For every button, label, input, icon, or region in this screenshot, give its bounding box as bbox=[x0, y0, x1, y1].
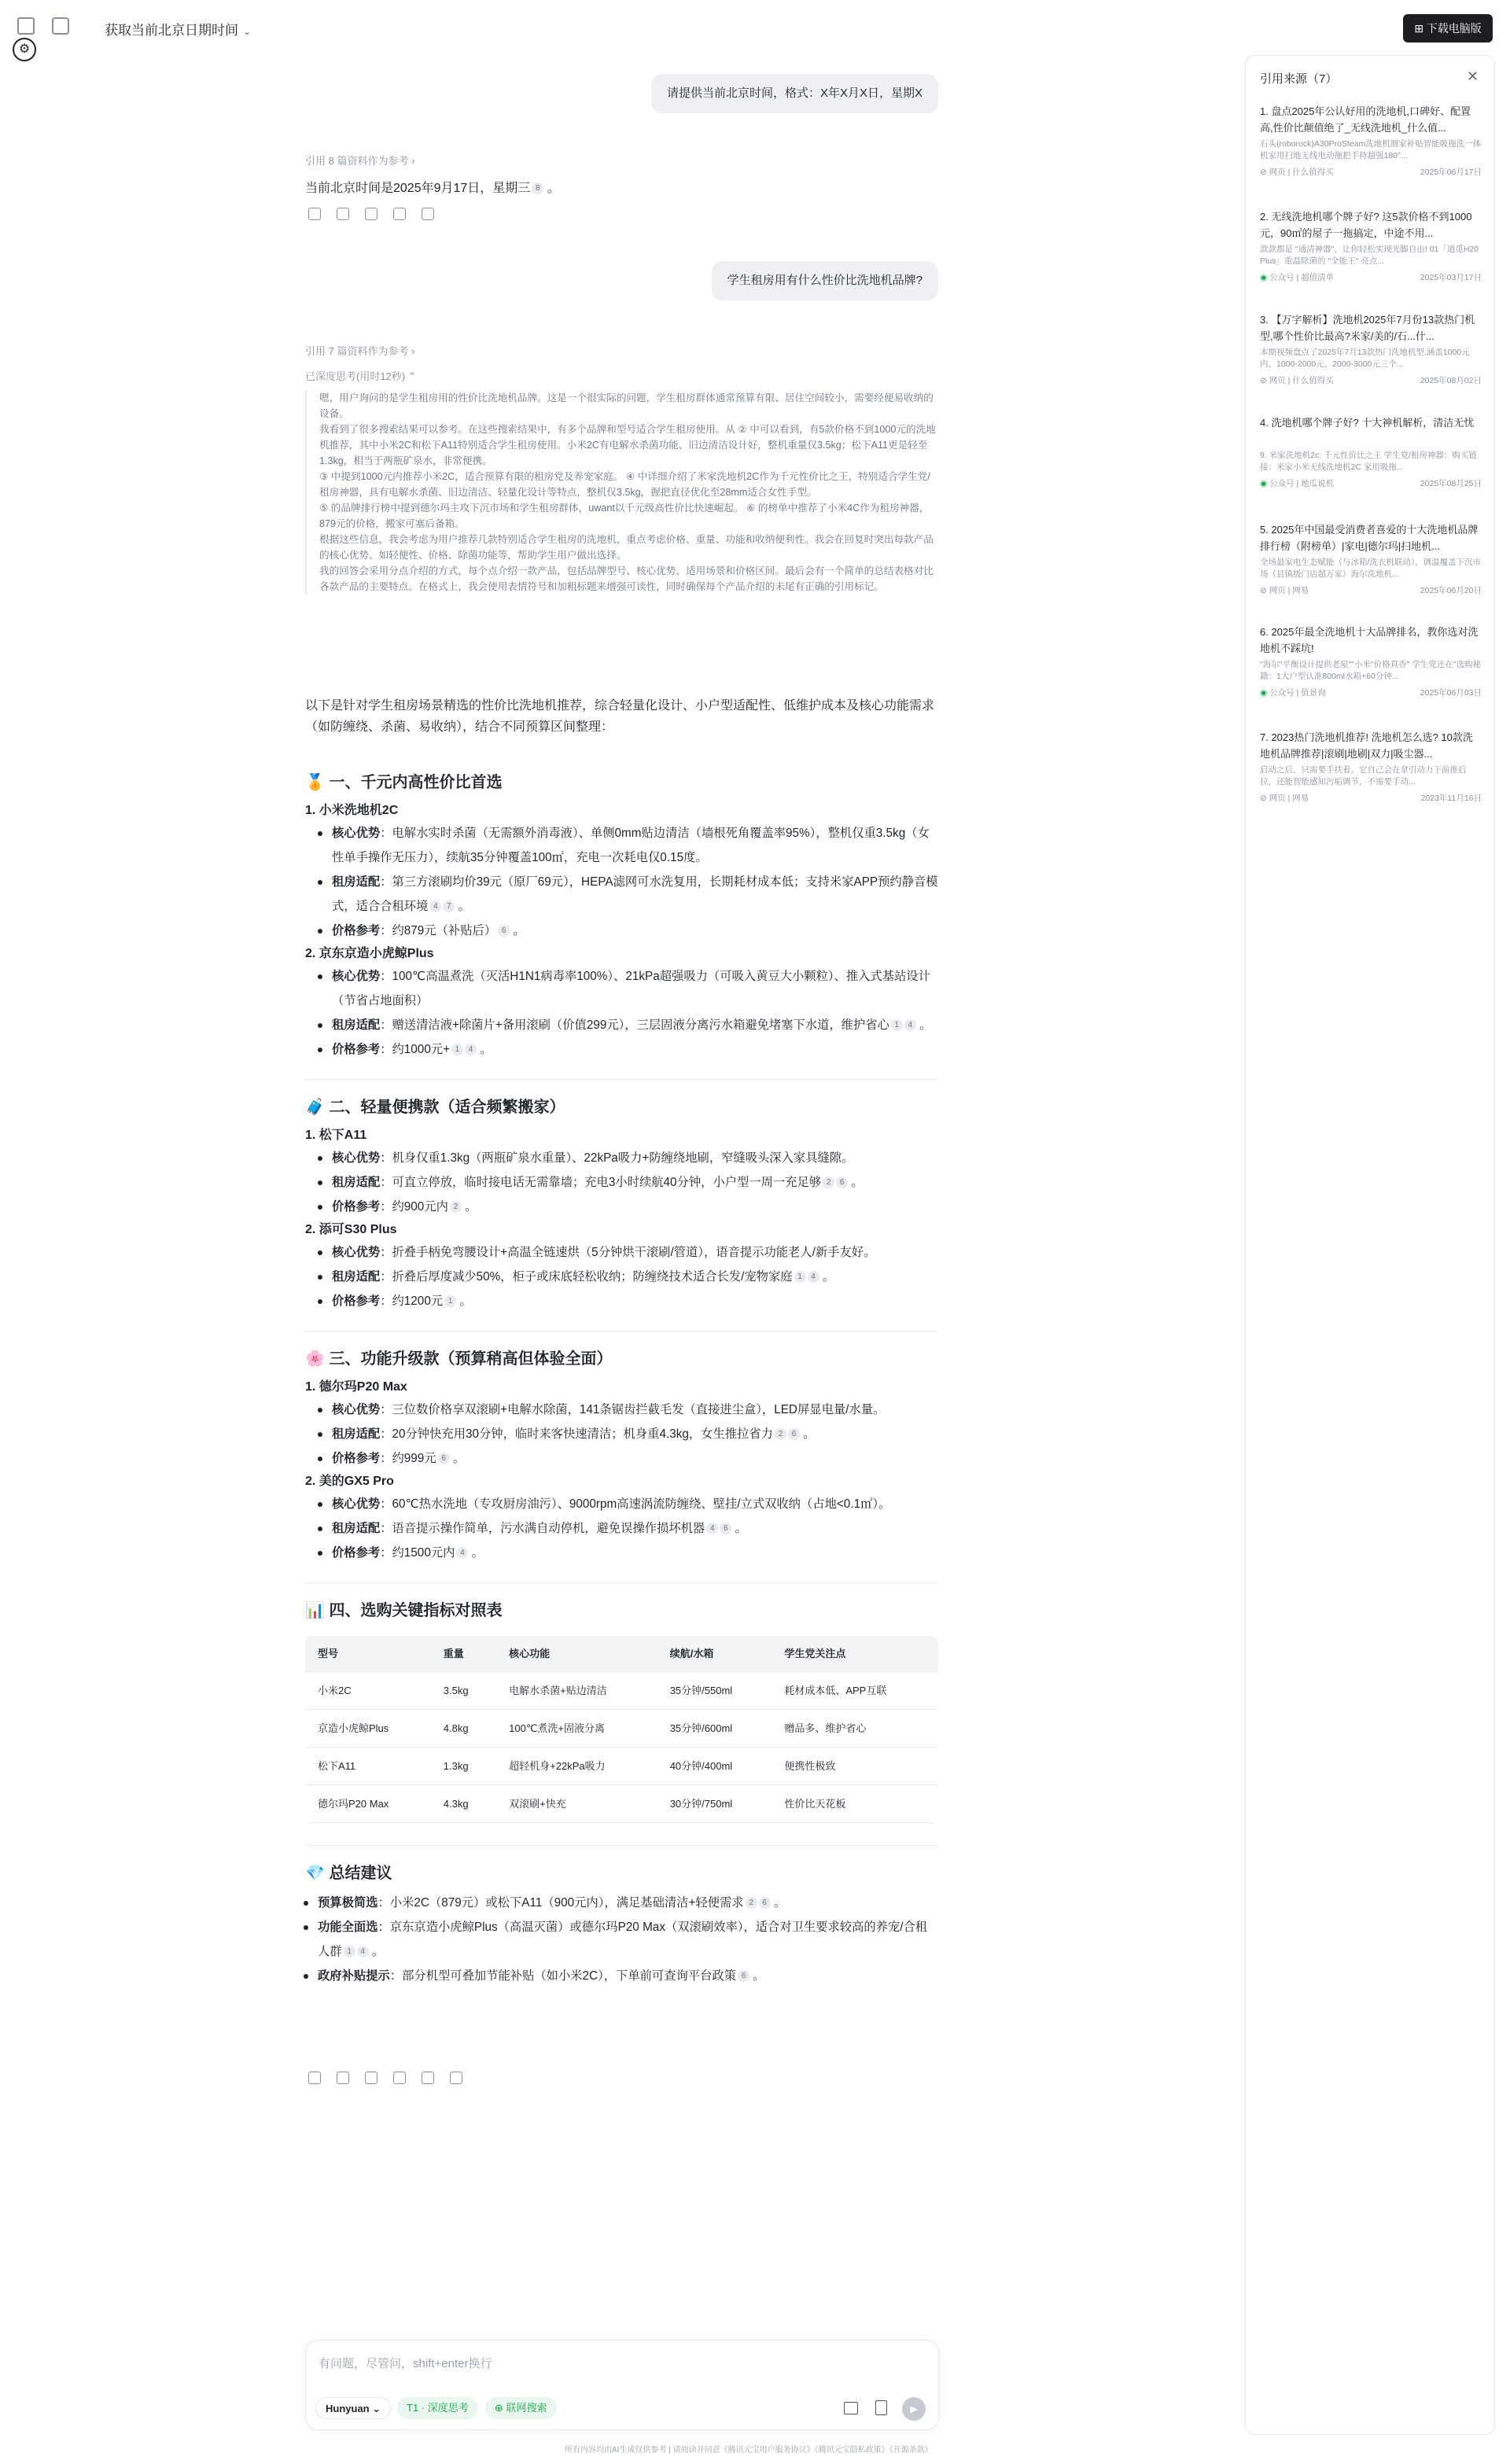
bookmark-icon[interactable] bbox=[337, 2072, 349, 2084]
model-selector[interactable]: Hunyuan ⌄ bbox=[315, 2397, 391, 2419]
product-title: 1. 小米洗地机2C bbox=[305, 804, 399, 817]
product-bullets bbox=[305, 1240, 938, 1313]
citation-badge[interactable]: 4 bbox=[429, 901, 441, 912]
list-item: 政府补贴提示：部分机型可叠加节能补贴（如小米2C），下单前可查询平台政策 6 。 bbox=[318, 1964, 938, 1988]
product-title: 2. 添可S30 Plus bbox=[305, 1223, 397, 1236]
link-icon: ⊘ bbox=[1260, 794, 1267, 803]
list-item: 租房适配：折叠后厚度减少50%，柜子或床底轻松收纳；防缠绕技术适合长发/宠物家庭 1 4 。 bbox=[332, 1265, 938, 1289]
section-emoji-icon: 🧳 bbox=[305, 1099, 325, 1116]
thumbs-down-icon[interactable] bbox=[393, 2072, 406, 2084]
citation-badge[interactable]: 6 bbox=[498, 925, 510, 937]
chat-input-box[interactable] bbox=[305, 2340, 939, 2430]
source-title: 4. 洗地机哪个牌子好? 十大神机解析，清洁无忧 bbox=[1260, 417, 1475, 429]
share-icon[interactable] bbox=[422, 208, 434, 220]
list-item: 核心优势：三位数价格享双滚刷+电解水除菌，141条锯齿拦截毛发（直接进尘盒），LED屏显电量/水量。 bbox=[332, 1398, 938, 1422]
section-title bbox=[305, 1349, 938, 1370]
list-item: 价格参考：约1000元+ 1 4 。 bbox=[332, 1037, 938, 1062]
table-cell: 30分钟/750ml bbox=[657, 1784, 772, 1822]
list-item: 租房适配：第三方滚刷均价39元（原厂69元），HEPA滤网可水洗复用，长期耗材成本低；支持米家APP预约静音模式，适合合租环境 4 7 。 bbox=[332, 870, 938, 919]
table-header-cell: 续航/水箱 bbox=[657, 1636, 772, 1671]
source-meta bbox=[1260, 166, 1482, 177]
reference-count[interactable]: 引用 7 篇资料作为参考 › bbox=[305, 345, 415, 357]
product-bullets bbox=[305, 821, 938, 943]
source-item[interactable] bbox=[1260, 103, 1482, 177]
list-item: 价格参考：约879元（补贴后） 6 。 bbox=[332, 919, 938, 943]
citation-badge[interactable]: 1 bbox=[794, 1271, 806, 1283]
table-cell: 赠品多、维护省心 bbox=[772, 1709, 938, 1747]
list-item: 价格参考：约1200元 1 。 bbox=[332, 1289, 938, 1313]
model-label: Hunyuan bbox=[326, 2403, 370, 2414]
thinking-paragraph: ③ 中提到1000元内推荐小米2C，适合预算有限的租房党及养宠家庭。 ④ 中详细介绍了米家洗地机2C作为千元性价比之王，特别适合学生党/租房神器，具有电解水杀菌、旧边清洁、轻量化设计等特点，整机仅3.5kg，握把直径优化至28mm适合女性手型。 bbox=[319, 471, 930, 498]
list-item: 价格参考：约1500元内 4 。 bbox=[332, 1541, 938, 1565]
user-message: 请提供当前北京时间，格式：X年X月X日，星期X bbox=[651, 74, 938, 113]
table-cell: 1.3kg bbox=[431, 1747, 496, 1784]
table-header-row bbox=[305, 1636, 938, 1671]
thinking-paragraph: 根据这些信息，我会考虑为用户推荐几款特别适合学生租房的洗地机，重点考虑价格、重量、功能和收纳便利性。我会在回复时突出每款产品的核心优势、如轻便性、价格、除菌功能等，帮助学生用户做出选择。 bbox=[319, 534, 934, 561]
web-search-chip[interactable]: ⊕ 联网搜索 bbox=[485, 2397, 557, 2419]
link-icon: ⊘ bbox=[1260, 168, 1267, 177]
source-origin: 公众号 | 地瓜说机 bbox=[1269, 479, 1335, 488]
download-desktop-button[interactable]: ⊞ 下载电脑版 bbox=[1403, 14, 1493, 42]
source-origin: 公众号 | 超值清单 bbox=[1269, 273, 1335, 282]
download-label: 下载电脑版 bbox=[1426, 22, 1482, 35]
list-item: 核心优势：机身仅重1.3kg（两瓶矿泉水重量）、22kPa吸力+防缠绕地刷，窄缝吸头深入家具缝隙。 bbox=[332, 1146, 938, 1170]
reference-count-text: 引用 8 篇资料作为参考 bbox=[305, 155, 409, 167]
citation-badge[interactable]: 8 bbox=[532, 182, 543, 194]
list-item: 核心优势：电解水实时杀菌（无需额外消毒液）、单侧0mm贴边清洁（墙根死角覆盖率95%），整机仅重3.5kg（女性单手操作无压力），续航35分钟覆盖100㎡，充电一次耗电仅0.15度。 bbox=[332, 821, 938, 870]
citation-badge[interactable]: 4 bbox=[465, 1044, 477, 1055]
file-upload-icon[interactable] bbox=[875, 2400, 887, 2415]
list-item: 租房适配：可直立停放，临时接电话无需靠墙；充电3小时续航40分钟，小户型一周一充足够 2 6 。 bbox=[332, 1170, 938, 1195]
message-actions bbox=[308, 208, 434, 220]
thinking-content bbox=[305, 390, 938, 595]
deep-thinking-label: 已深度思考(用时12秒) bbox=[305, 370, 406, 382]
section-title bbox=[305, 1600, 938, 1622]
source-date: 2025年08月02日 bbox=[1420, 376, 1482, 385]
source-item[interactable] bbox=[1260, 311, 1482, 385]
source-date: 2025年06月03日 bbox=[1420, 688, 1482, 698]
source-date: 2025年03月17日 bbox=[1420, 273, 1482, 282]
thumbs-up-icon[interactable] bbox=[365, 208, 378, 220]
close-icon[interactable]: ✕ bbox=[1466, 68, 1479, 84]
source-origin: 网页 | 网易 bbox=[1269, 794, 1309, 803]
section-title-text: 二、轻量便携款（适合频繁搬家） bbox=[329, 1099, 565, 1116]
source-meta bbox=[1260, 584, 1482, 595]
source-title: 3. 【万字解析】洗地机2025年7月份13款热门机型,哪个性价比最高?米家/美的/石...什... bbox=[1260, 314, 1475, 342]
list-item: 核心优势：60℃热水洗地（专攻厨房油污）、9000rpm高速涡流防缠绕、壁挂/立式双收纳（占地<0.1㎡）。 bbox=[332, 1492, 938, 1516]
table-row bbox=[305, 1709, 938, 1747]
list-item: 租房适配：语音提示操作简单，污水满自动停机，避免误操作损坏机器 4 6 。 bbox=[332, 1516, 938, 1541]
chart-icon: 📊 bbox=[305, 1602, 325, 1619]
thinking-paragraph: ⑤ 的品牌排行榜中提到德尔玛主攻下沉市场和学生租房群体，uwant以千元级高性价比快速崛起。 ⑥ 的榜单中推荐了小米4C作为租房神器，879元的价格，搬家可塞后备箱。 bbox=[319, 503, 930, 529]
thinking-paragraph: 嗯，用户询问的是学生租房用的性价比洗地机品牌。这是一个很实际的问题，学生租房群体通常预算有限、居住空间较小，需要经便易收纳的设备。 bbox=[319, 392, 934, 419]
conversation-title[interactable] bbox=[105, 19, 251, 39]
table-cell: 100℃煮洗+固液分离 bbox=[496, 1709, 657, 1747]
citation-badge[interactable]: 1 bbox=[444, 1295, 456, 1307]
source-snippet: 启动之后，只需要手扶着。它自己会在拿引动力下前推后拉，还能智能感知污垢调节，不需要手动... bbox=[1260, 765, 1467, 786]
copy-icon[interactable] bbox=[308, 208, 321, 220]
product-title: 2. 京东京造小虎鲸Plus bbox=[305, 947, 434, 960]
source-meta bbox=[1260, 374, 1482, 385]
citation-badge[interactable]: 1 bbox=[344, 1946, 355, 1958]
table-cell: 双滚刷+快充 bbox=[496, 1784, 657, 1822]
reference-panel-title: 引用来源（7） bbox=[1260, 72, 1338, 86]
share-icon[interactable] bbox=[450, 2072, 462, 2084]
source-origin: 网页 | 网易 bbox=[1269, 586, 1309, 595]
source-item[interactable] bbox=[1260, 208, 1482, 282]
product-title: 1. 松下A11 bbox=[305, 1129, 367, 1142]
source-title: 5. 2025年中国最受消费者喜爱的十大洗地机品牌排行榜（附榜单）|家电|德尔玛|扫地机... bbox=[1260, 524, 1479, 552]
disclaimer-footer: 所有内容均由AI生成仅供参考 | 请阅读并同意《腾讯元宝用户服务协议》《腾讯元宝隐私政策》《开源条款》 bbox=[565, 2446, 933, 2455]
list-item: 价格参考：约900元内 2 。 bbox=[332, 1195, 938, 1219]
citation-badge[interactable]: 4 bbox=[357, 1946, 369, 1958]
table-cell: 便携性极致 bbox=[772, 1747, 938, 1784]
source-meta bbox=[1260, 271, 1482, 282]
link-icon: ⊘ bbox=[1260, 376, 1267, 385]
reference-panel bbox=[1245, 55, 1495, 2435]
source-snippet: 本期视频盘点了2025年7月13款热门洗地机型,涵盖1000元内、1000-2000元、2000-3000元三个... bbox=[1260, 348, 1470, 369]
citation-badge[interactable]: 4 bbox=[456, 1547, 468, 1559]
top-bar bbox=[0, 0, 1510, 55]
source-meta bbox=[1260, 687, 1482, 698]
table-cell: 4.3kg bbox=[431, 1784, 496, 1822]
settings-icon[interactable]: ⚙ bbox=[13, 38, 36, 61]
table-header-cell: 重量 bbox=[431, 1636, 496, 1671]
table-cell: 电解水杀菌+贴边清洁 bbox=[496, 1671, 657, 1709]
table-cell: 京造小虎鲸Plus bbox=[305, 1709, 431, 1747]
conversation-title-text: 获取当前北京日期时间 bbox=[105, 23, 238, 38]
chevron-down-icon: ⌄ bbox=[243, 26, 252, 37]
message-actions bbox=[308, 2072, 462, 2084]
source-item[interactable] bbox=[1260, 624, 1482, 698]
citation-badge[interactable]: 7 bbox=[443, 901, 455, 912]
citation-badge[interactable]: 2 bbox=[775, 1428, 786, 1440]
source-title: 1. 盘点2025年公认好用的洗地机,口碑好、配置高,性价比颠值绝了_无线洗地机_什么值... bbox=[1260, 105, 1471, 134]
source-date: 2025年06月20日 bbox=[1420, 586, 1482, 595]
citation-badge[interactable]: 1 bbox=[891, 1019, 903, 1031]
link-icon: ⊘ bbox=[1260, 586, 1267, 595]
source-date: 2025年06月17日 bbox=[1420, 168, 1482, 177]
copy-icon[interactable] bbox=[308, 2072, 321, 2084]
section-title bbox=[305, 772, 938, 794]
user-message: 学生租房用有什么性价比洗地机品牌? bbox=[712, 261, 938, 300]
table-cell: 4.8kg bbox=[431, 1709, 496, 1747]
table-cell: 40分钟/400ml bbox=[657, 1747, 772, 1784]
sidebar-toggle-icon[interactable] bbox=[17, 17, 35, 35]
table-cell: 35分钟/550ml bbox=[657, 1671, 772, 1709]
table-row bbox=[305, 1784, 938, 1822]
table-cell: 德尔玛P20 Max bbox=[305, 1784, 431, 1822]
section-title-text: 总结建议 bbox=[329, 1864, 392, 1882]
product-bullets bbox=[305, 1492, 938, 1565]
web-search-label: 联网搜索 bbox=[506, 2402, 547, 2414]
source-meta bbox=[1260, 477, 1482, 488]
list-item: 预算极简选：小米2C（879元）或松下A11（900元内），满足基础清洁+轻便需求 2 6 。 bbox=[318, 1891, 938, 1915]
section-title bbox=[305, 1097, 938, 1118]
product-bullets bbox=[305, 1398, 938, 1471]
send-button[interactable]: ▶ bbox=[902, 2397, 926, 2421]
list-item: 核心优势：折叠手柄免弯腰设计+高温全链速烘（5分钟烘干滚刷/管道），语音提示功能老人/新手友好。 bbox=[332, 1240, 938, 1265]
wechat-icon: ◉ bbox=[1260, 479, 1268, 488]
table-header-cell: 核心功能 bbox=[496, 1636, 657, 1671]
source-snippet: "海尔"平衡设计提供老屋""小米"价格真香" 学生党还在"选购秘籍：1大户型认准800ml水箱+60分钟... bbox=[1260, 660, 1482, 681]
product-bullets bbox=[305, 1146, 938, 1219]
citation-badge[interactable]: 4 bbox=[808, 1271, 819, 1283]
citation-badge[interactable]: 6 bbox=[759, 1897, 771, 1909]
table-cell: 松下A11 bbox=[305, 1747, 431, 1784]
section-title-text: 一、千元内高性价比首选 bbox=[329, 774, 503, 791]
reference-count[interactable]: 引用 8 篇资料作为参考 › bbox=[305, 155, 415, 167]
citation-badge[interactable]: 6 bbox=[788, 1428, 800, 1440]
comparison-table bbox=[305, 1636, 938, 1823]
source-date: 2025年08月25日 bbox=[1420, 479, 1482, 488]
bookmark-icon[interactable] bbox=[337, 208, 349, 220]
product-title: 1. 德尔玛P20 Max bbox=[305, 1380, 407, 1394]
list-item: 功能全面选：京东京造小虎鲸Plus（高温灭菌）或德尔玛P20 Max（双滚刷效率），适合对卫生要求较高的养宠/合租人群 1 4 。 bbox=[318, 1915, 938, 1964]
table-header-cell: 学生党关注点 bbox=[772, 1636, 938, 1671]
wechat-icon: ◉ bbox=[1260, 273, 1268, 282]
citation-badge[interactable]: 6 bbox=[720, 1523, 731, 1534]
deep-thinking-toggle[interactable]: 已深度思考(用时12秒) ⌃ bbox=[305, 370, 417, 382]
list-item: 租房适配：赠送清洁液+除菌片+备用滚刷（价值299元），三层固液分离污水箱避免堵塞下水道，维护省心 1 4 。 bbox=[332, 1013, 938, 1037]
source-meta bbox=[1260, 792, 1482, 803]
answer-text: 当前北京时间是2025年9月17日，星期三 8 。 bbox=[305, 182, 560, 195]
citation-badge[interactable]: 4 bbox=[706, 1523, 718, 1534]
table-cell: 超轻机身+22kPa吸力 bbox=[496, 1747, 657, 1784]
chat-input[interactable]: 有问题，尽管问，shift+enter换行 bbox=[319, 2357, 492, 2370]
source-item[interactable] bbox=[1260, 414, 1482, 488]
source-origin: 网页 | 什么值得买 bbox=[1269, 376, 1334, 385]
table-cell: 小米2C bbox=[305, 1671, 431, 1709]
table-header-cell: 型号 bbox=[305, 1636, 431, 1671]
source-snippet: 9. 米家洗地机2c: 千元性价比之王 学生党/租房神器：购买链接：米家小米无线洗地机2C 家用吸拖... bbox=[1260, 451, 1477, 472]
section-title bbox=[305, 1863, 938, 1884]
summary-list bbox=[305, 1891, 938, 1988]
table-cell: 3.5kg bbox=[431, 1671, 496, 1709]
source-snippet: 全场最家电生态赋能（与冰箱/洗衣机联动），调温覆盖下沉市场（县镇级门店超万家）海尔洗地机... bbox=[1260, 558, 1482, 579]
citation-badge[interactable]: 6 bbox=[438, 1453, 450, 1464]
wechat-icon: ◉ bbox=[1260, 688, 1268, 698]
source-origin: 网页 | 什么值得买 bbox=[1269, 168, 1334, 177]
product-bullets bbox=[305, 964, 938, 1062]
table-cell: 耗材成本低、APP互联 bbox=[772, 1671, 938, 1709]
deep-think-chip[interactable]: T1 · 深度思考 bbox=[397, 2397, 478, 2419]
section-emoji-icon: 🌸 bbox=[305, 1350, 325, 1368]
source-snippet: 款款都是 "通清神器"，让你轻松实现光脚自由! 01「道觅H20 Plus」重温除菌的 "全能王" 亮点... bbox=[1260, 245, 1479, 266]
citation-badge[interactable]: 4 bbox=[904, 1019, 916, 1031]
refresh-icon[interactable] bbox=[422, 2072, 434, 2084]
source-title: 2. 无线洗地机哪个牌子好? 这5款价格不到1000元，90㎡的屋子一拖搞定，中途不用... bbox=[1260, 211, 1472, 239]
citation-badge[interactable]: 1 bbox=[451, 1044, 463, 1055]
source-snippet: 石头(roborock)A30ProSteam洗地机圈家补贴智能吸拖洗一体机家用扫地无线电动拖把手持超强180°... bbox=[1260, 139, 1482, 160]
thinking-paragraph: 我看到了很多搜索结果可以参考。在这些搜索结果中，有多个品牌和型号适合学生租房使用。从 ② 中可以看到，有5款价格不到1000元的洗地机推荐，其中小米2C和松下A11特别适合学生租房使用。小米2C有电解水杀菌功能、旧边清洁设计好，整机重量仅3.5kg；松下A11更是轻至1.3kg，相当于两瓶矿泉水，非常便携。 bbox=[319, 424, 936, 466]
reference-count-text: 引用 7 篇资料作为参考 bbox=[305, 345, 409, 357]
intro-paragraph: 以下是针对学生租房场景精选的性价比洗地机推荐，综合轻量化设计、小户型适配性、低维护成本及核心功能需求（如防缠绕、杀菌、易收纳），结合不同预算区间整理： bbox=[305, 699, 935, 734]
citation-badge[interactable]: 6 bbox=[836, 1177, 848, 1188]
source-item[interactable] bbox=[1260, 729, 1482, 803]
list-item: 租房适配：20分钟快充用30分钟，临时来客快速清洁；机身重4.3kg，女生推拉省力 2 6 。 bbox=[332, 1422, 938, 1446]
citation-badge[interactable]: 2 bbox=[746, 1897, 757, 1909]
source-title: 6. 2025年最全洗地机十大品牌排名，教你选对洗地机不踩坑! bbox=[1260, 626, 1479, 654]
section-title-text: 三、功能升级款（预算稍高但体验全面） bbox=[329, 1350, 613, 1368]
sections bbox=[305, 772, 938, 1583]
source-date: 2023年11月16日 bbox=[1420, 794, 1482, 803]
section-emoji-icon: 🏅 bbox=[305, 774, 325, 791]
thumbs-up-icon[interactable] bbox=[365, 2072, 378, 2084]
list-item: 核心优势：100℃高温煮洗（灭活H1N1病毒率100%）、21kPa超强吸力（可吸入黄豆大小颗粒）、推入式基站设计（节省占地面积） bbox=[332, 964, 938, 1013]
citation-badge[interactable]: 2 bbox=[823, 1177, 834, 1188]
image-upload-icon[interactable] bbox=[844, 2402, 858, 2414]
answer-sentence: 当前北京时间是2025年9月17日，星期三 bbox=[305, 182, 531, 195]
section-title-text: 四、选购关键指标对照表 bbox=[329, 1602, 503, 1619]
citation-badge[interactable]: 2 bbox=[450, 1201, 462, 1213]
new-chat-icon[interactable] bbox=[52, 17, 69, 35]
citation-badge[interactable]: 6 bbox=[738, 1970, 749, 1982]
thinking-paragraph: 我的回答会采用分点介绍的方式，每个点介绍一款产品，包括品牌型号、核心优势、适用场景和价格区间。最后会有一个简单的总结表格对比各款产品的主要特点。在格式上，我会使用表情符号和加粗标题来增强可读性，同时确保每个产品介绍的未尾有正确的引用标记。 bbox=[319, 565, 934, 592]
table-row bbox=[305, 1671, 938, 1709]
gem-icon: 💎 bbox=[305, 1864, 325, 1882]
table-cell: 35分钟/600ml bbox=[657, 1709, 772, 1747]
source-origin: 公众号 | 值景询 bbox=[1269, 688, 1326, 698]
source-title: 7. 2023热门洗地机推荐! 洗地机怎么选? 10款洗地机品牌推荐|滚刷|地刷|双力|吸尘器... bbox=[1260, 731, 1473, 760]
table-cell: 性价比天花板 bbox=[772, 1784, 938, 1822]
answer-body bbox=[305, 695, 938, 1988]
source-item[interactable] bbox=[1260, 521, 1482, 595]
product-title: 2. 美的GX5 Pro bbox=[305, 1475, 394, 1488]
table-row bbox=[305, 1747, 938, 1784]
list-item: 价格参考：约999元 6 。 bbox=[332, 1446, 938, 1471]
thumbs-down-icon[interactable] bbox=[393, 208, 406, 220]
